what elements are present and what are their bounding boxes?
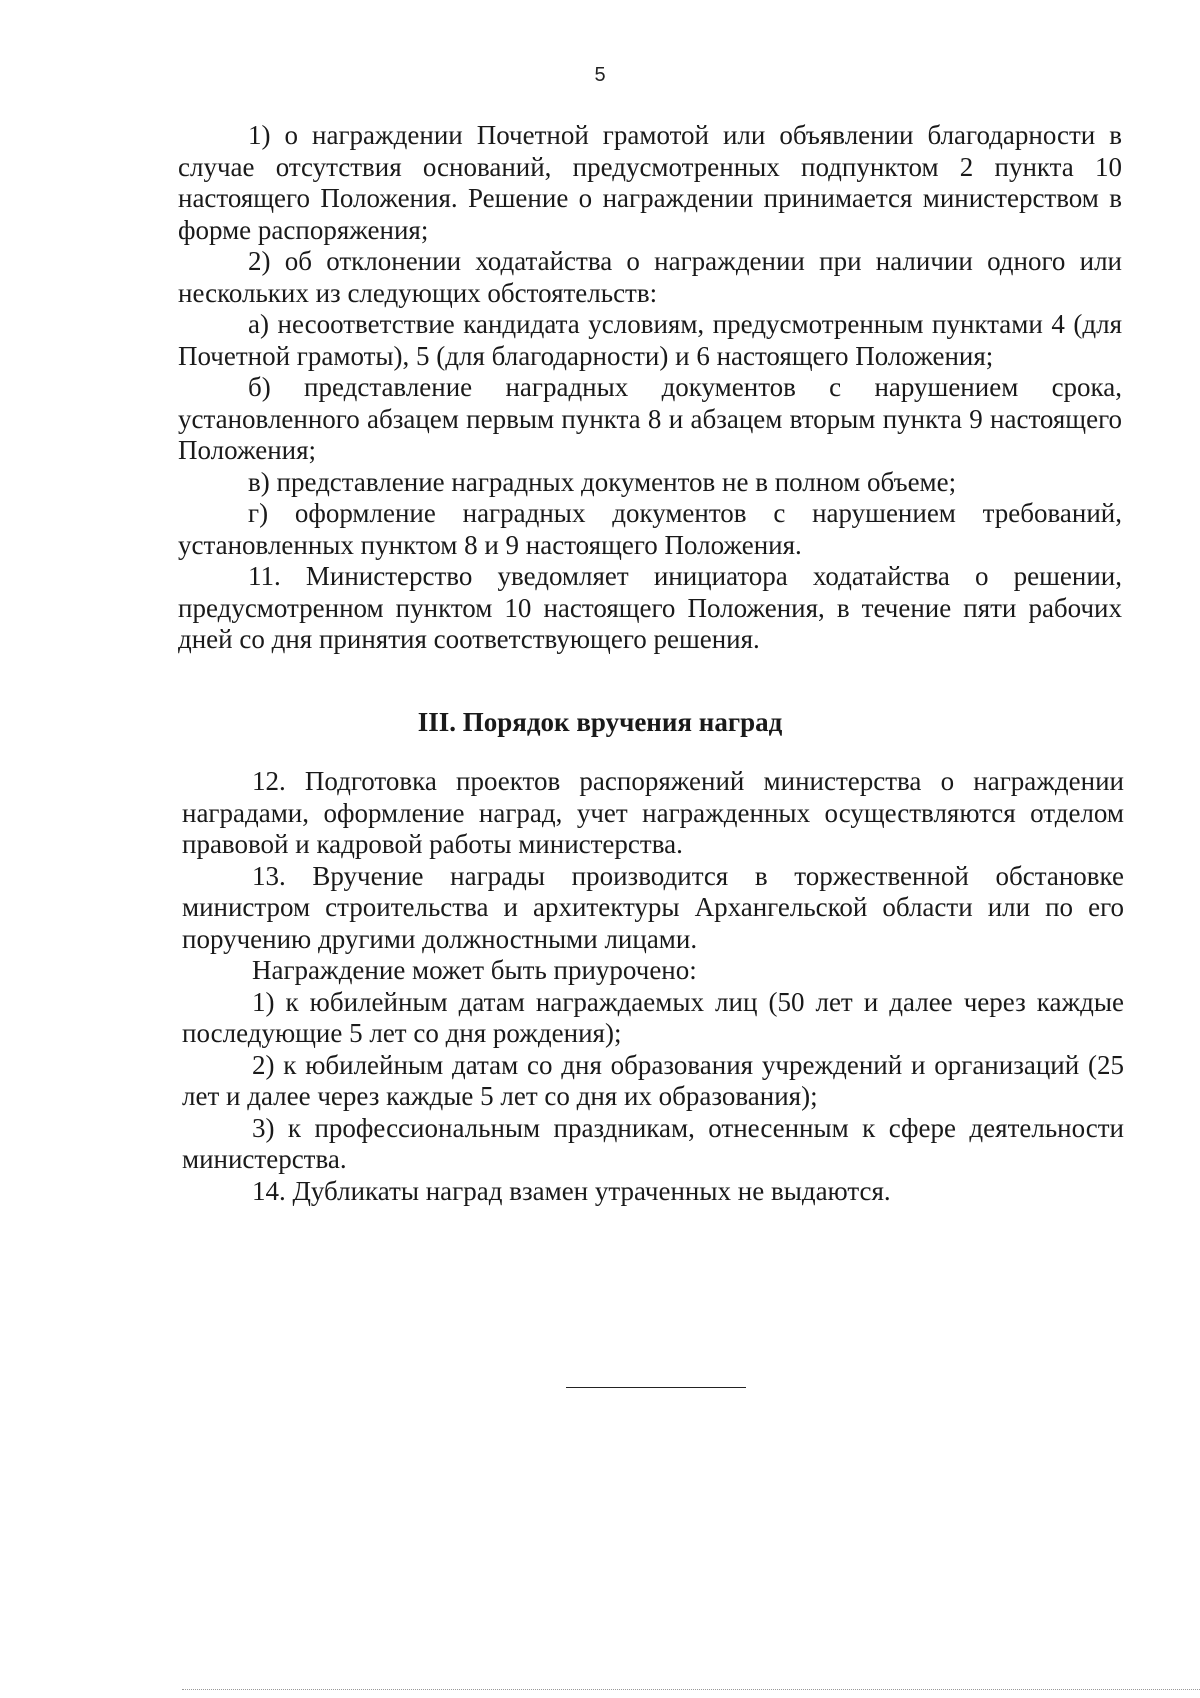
paragraph-timing-intro: Награждение может быть приурочено: <box>252 955 697 985</box>
paragraph-rejection-decision: 2) об отклонении ходатайства о награждении при наличии одного или нескольких из следующих обстоятельств: <box>178 246 1122 308</box>
paragraph-item-12: 12. Подготовка проектов распоряжений министерства о награждении наградами, оформление наград, учет награжденных осуществляются отделом правовой и кадровой работы министерства. <box>182 766 1124 859</box>
paragraph-rejection-d: г) оформление наградных документов с нарушением требований, установленных пунктом 8 и 9 настоящего Положения. <box>178 498 1122 560</box>
end-of-document-line <box>566 1387 746 1388</box>
paragraph-rejection-b: б) представление наградных документов с нарушением срока, установленного абзацем первым пункта 8 и абзацем вторым пункта 9 настоящего Положения; <box>178 372 1122 465</box>
paragraph-item-13: 13. Вручение награды производится в торжественной обстановке министром строительства и архитектуры Архангельской области или по его поручению другими должностными лицами. <box>182 860 1124 954</box>
paragraph-rejection-a: а) несоответствие кандидата условиям, предусмотренным пунктами 4 (для Почетной грамоты), 5 (для благодарности) и 6 настоящего Положения; <box>178 309 1122 371</box>
text-block-award-procedure <box>182 766 1124 1207</box>
paragraph-item-14: 14. Дубликаты наград взамен утраченных не выдаются. <box>252 1175 891 1206</box>
paragraph-item-11: 11. Министерство уведомляет инициатора ходатайства о решении, предусмотренном пунктом 10 настоящего Положения, в течение пяти рабочих дней со дня принятия соответствующего решения. <box>178 561 1122 654</box>
text-block-decision-options <box>178 120 1122 656</box>
paragraph-timing-2: 2) к юбилейным датам со дня образования учреждений и организаций (25 лет и далее через каждые 5 лет со дня их образования); <box>182 1049 1124 1111</box>
paragraph-award-decision: 1) о награждении Почетной грамотой или объявлении благодарности в случае отсутствия оснований, предусмотренных подпунктом 2 пункта 10 настоящего Положения. Решение о награждении принимается министерством в форме распоряжения; <box>178 120 1122 245</box>
section-heading: III. Порядок вручения наград <box>417 707 783 737</box>
paragraph-timing-3: 3) к профессиональным праздникам, отнесенным к сфере деятельности министерства. <box>182 1112 1124 1174</box>
scan-edge-line <box>182 1689 1200 1690</box>
paragraph-timing-1: 1) к юбилейным датам награждаемых лиц (50 лет и далее через каждые последующие 5 лет со дня рождения); <box>182 986 1124 1048</box>
paragraph-rejection-c: в) представление наградных документов не в полном объеме; <box>248 466 957 497</box>
page-number: 5 <box>594 64 606 86</box>
